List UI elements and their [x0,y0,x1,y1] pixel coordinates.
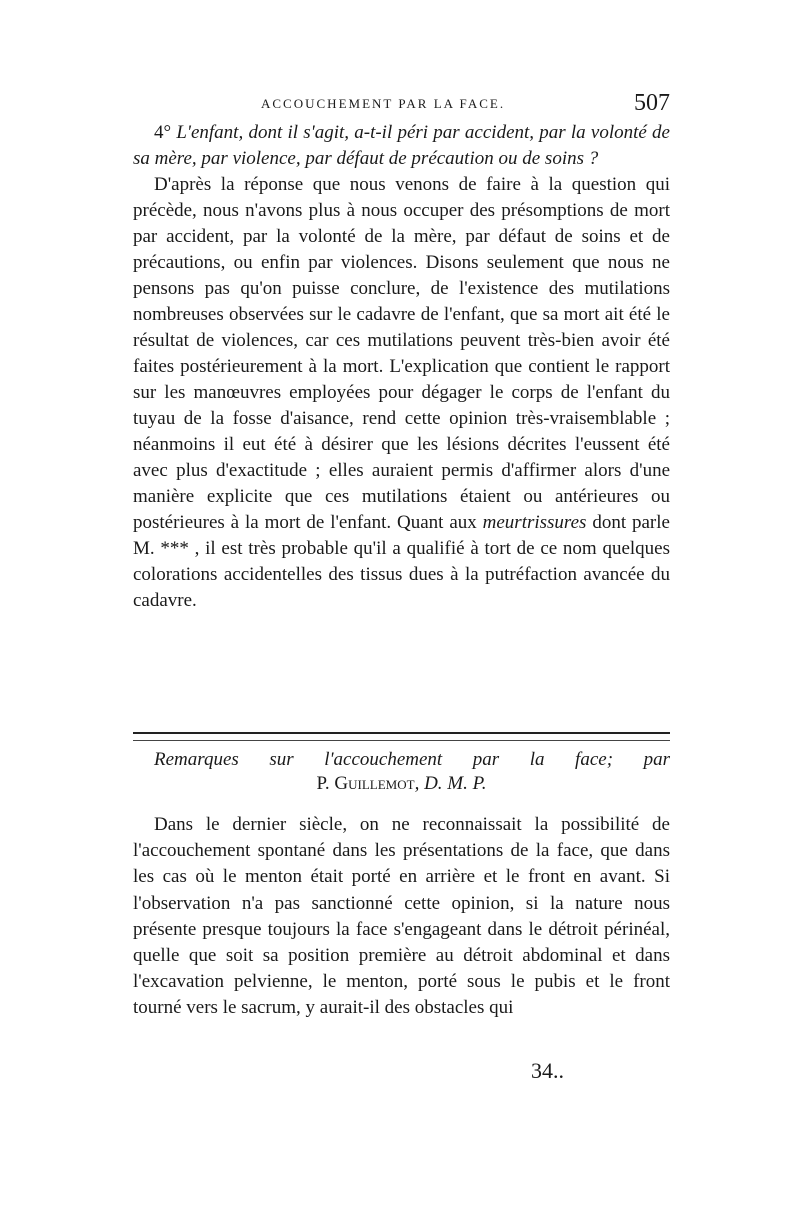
question-label: 4° [154,122,177,143]
question-text: L'enfant, dont il s'agit, a-t-il péri par accident, par la volonté de sa mère, par violence, par défaut de précaution ou de soins ? [133,122,670,169]
intro-paragraph: Dans le dernier siècle, on ne reconnaissait la possibilité de l'accouchement spontané dans les présentations de la face, que dans les cas où le menton était porté en arrière et le front en avant. Si l'observation n'a pas sanctionné cette opinion, si la nature nous présente presque toujours la face s'engageant dans le détroit périnéal, quelle que soit sa position première au détroit abdominal et dans l'excavation pelvienne, le menton, porté sous le pubis et le front tourné vers le sacrum, y aurait-il des obstacles qui [133,814,670,1019]
gathering-signature: 34.. [531,1058,564,1083]
answer-paragraph [133,172,670,614]
author-suffix: , D. M. P. [414,773,487,794]
article-end-text [133,120,670,614]
page-number: 507 [634,90,670,116]
author-initial: P. [316,773,335,794]
article-start-text [133,812,670,1022]
answer-text-end: dont parle M. *** , il est très probable qu'il a qualifié à tort de ce nom quelques colorations accidentelles des tissus dues à la putréfaction avancée du cadavre. [133,512,670,611]
answer-italic-term: meurtrissures [482,512,587,533]
question-paragraph [133,120,670,172]
section-divider [133,732,670,741]
section-author [133,772,670,796]
book-page [133,0,670,1215]
running-title: ACCOUCHEMENT PAR LA FACE. [261,96,506,111]
author-name: Guillemot [334,773,415,794]
section-title [133,748,670,796]
running-head [133,90,670,120]
section-title-text: Remarques sur l'accouchement par la face; par [154,749,670,770]
answer-text: D'après la réponse que nous venons de faire à la question qui précède, nous n'avons plus à nous occuper des présomptions de mort par accident, par la volonté de la mère, par défaut de soins et de précautions, ou enfin par violences. Disons seulement que nous ne pensons pas qu'on puisse conclure, de l'existence des mutilations nombreuses observées sur le cadavre de l'enfant, que sa mort ait été le résultat de violences, car ces mutilations peuvent très-bien avoir été faites postérieurement à la mort. L'explication que contient le rapport sur les manœuvres employées pour dégager le corps de l'enfant du tuyau de la fosse d'aisance, rend cette opinion très-vraisemblable ; néanmoins il eut été à désirer que les lésions décrites l'eussent été avec plus d'exactitude ; elles auraient permis d'affirmer alors d'une manière explicite que ces mutilations étaient ou antérieures ou postérieures à la mort de l'enfant. Quant aux [133,174,670,533]
